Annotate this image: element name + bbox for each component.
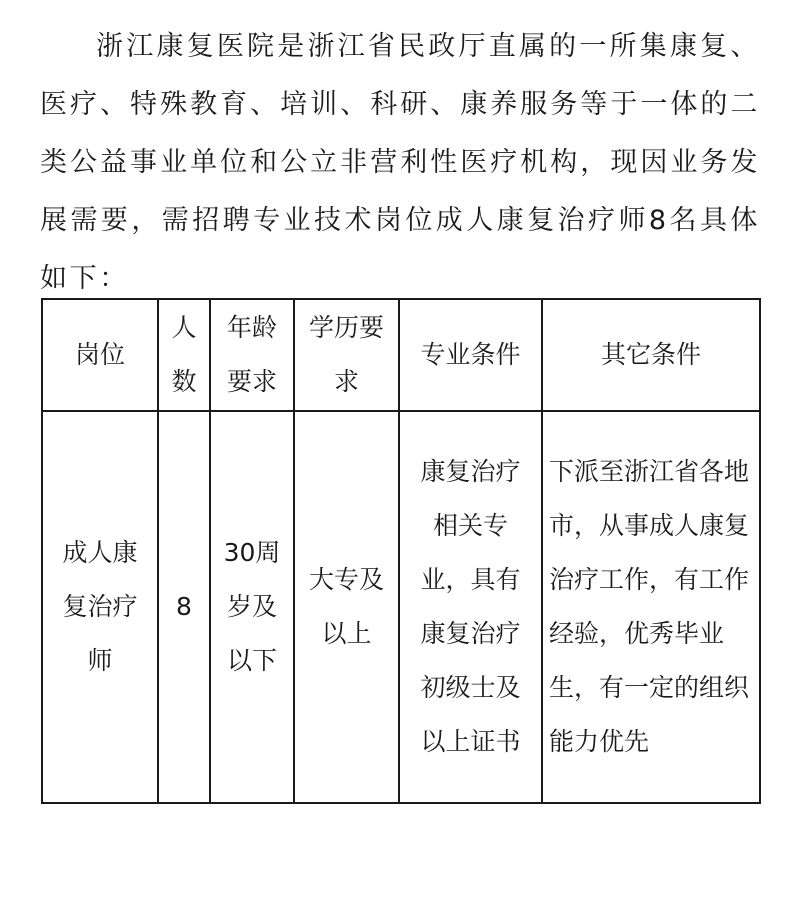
header-other: 其它条件 — [542, 299, 760, 411]
cell-age: 30周岁及以下 — [210, 411, 294, 803]
cell-other: 下派至浙江省各地市，从事成人康复治疗工作，有工作经验，优秀毕业生，有一定的组织能力优先 — [542, 411, 760, 803]
cell-count: 8 — [158, 411, 210, 803]
header-count: 人数 — [158, 299, 210, 411]
cell-education: 大专及以上 — [294, 411, 399, 803]
header-education: 学历要求 — [294, 299, 399, 411]
header-age: 年龄要求 — [210, 299, 294, 411]
cell-position: 成人康复治疗师 — [42, 411, 158, 803]
header-position: 岗位 — [42, 299, 158, 411]
intro-paragraph: 浙江康复医院是浙江省民政厅直属的一所集康复、医疗、特殊教育、培训、科研、康养服务等于一体的二类公益事业单位和公立非营利性医疗机构，现因业务发展需要，需招聘专业技术岗位成人康复治疗师8名具体如下： — [40, 31, 760, 294]
table-header-row — [42, 299, 760, 411]
header-major: 专业条件 — [399, 299, 542, 411]
table-row — [42, 411, 760, 803]
cell-major: 康复治疗相关专业，具有康复治疗初级士及以上证书 — [399, 411, 542, 803]
recruitment-table — [41, 298, 761, 804]
